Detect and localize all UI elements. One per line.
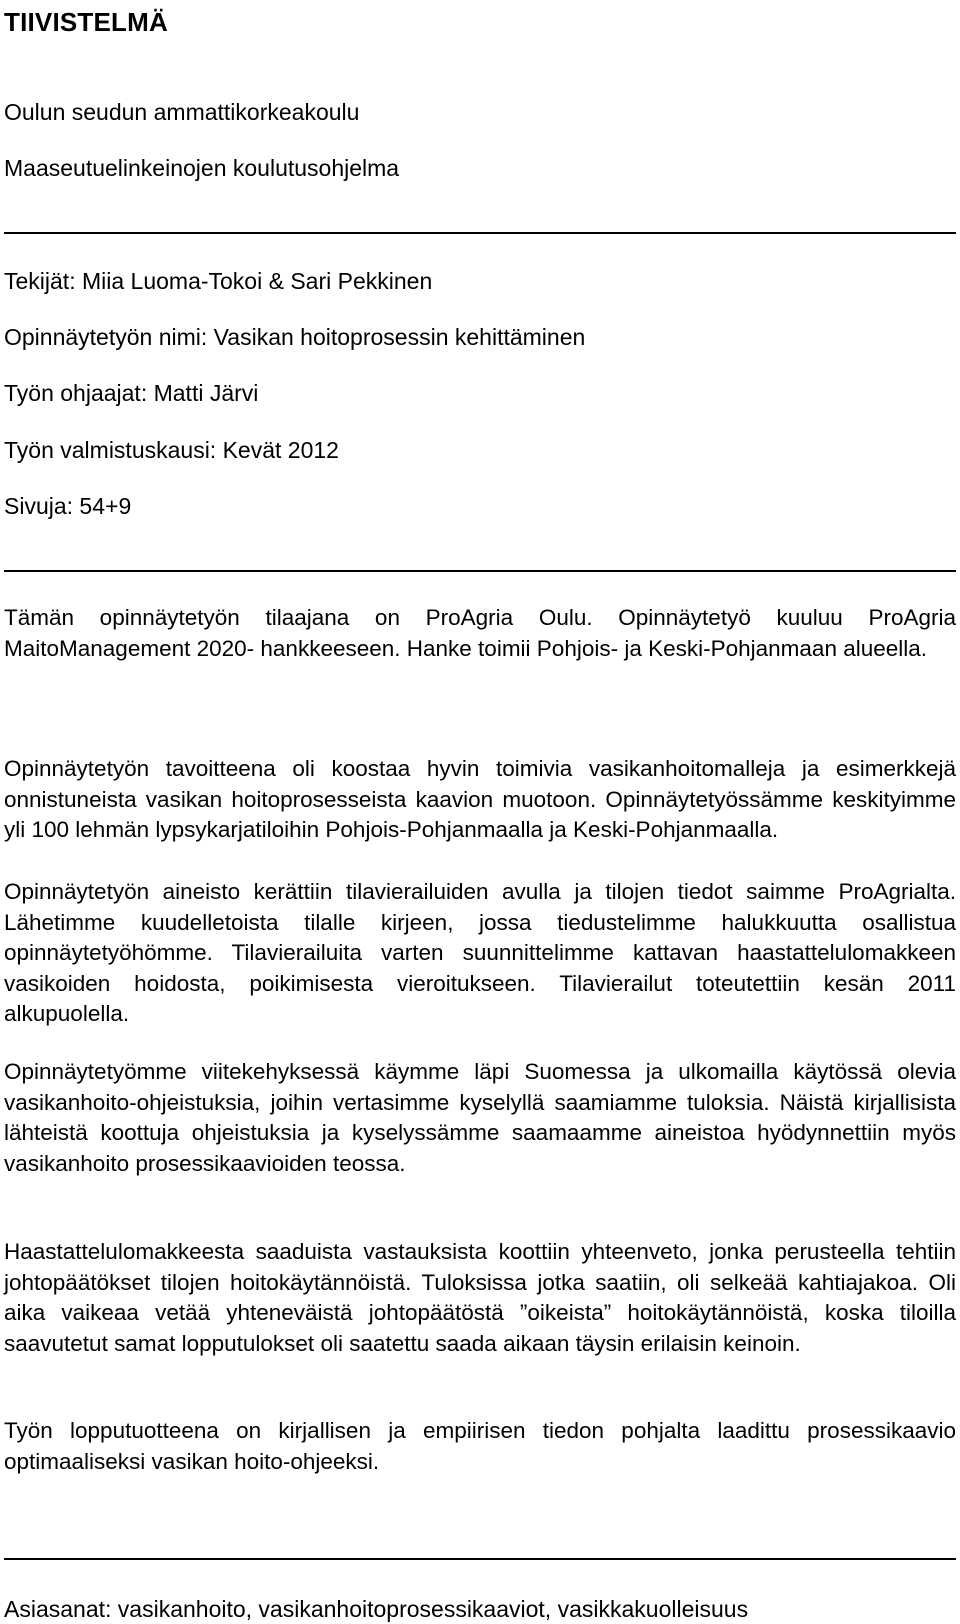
abstract-paragraph: Opinnäytetyön tavoitteena oli koostaa hyvin toimivia vasikanhoitomalleja ja esimerkkejä onnistuneista vasikan hoitoprosesseista kaavion muotoon. Opinnäytetyössämme keskityimme yli 100 lehmän lypsykarjatiloihin Pohjois-Pohjanmaalla ja Keski-Pohjanmaalla.: [4, 756, 956, 843]
thesis-title-line: Opinnäytetyön nimi: Vasikan hoitoprosessin kehittäminen: [4, 324, 586, 350]
completion-period-line: Työn valmistuskausi: Kevät 2012: [4, 437, 339, 463]
divider-top: [4, 232, 956, 234]
institution-name: Oulun seudun ammattikorkeakoulu: [4, 99, 360, 125]
abstract-paragraph: Tämän opinnäytetyön tilaajana on ProAgria Oulu. Opinnäytetyö kuuluu ProAgria MaitoManagement 2020- hankkeeseen. Hanke toimii Pohjois- ja Keski-Pohjanmaan alueella.: [4, 605, 956, 661]
degree-programme: Maaseutuelinkeinojen koulutusohjelma: [4, 155, 400, 181]
abstract-paragraph: Opinnäytetyön aineisto kerättiin tilavierailuiden avulla ja tilojen tiedot saimme ProAgrialta. Lähetimme kuudelletoista tilalle kirjeen, jossa tiedustelimme halukkuutta osallistua opinnäytetyöhömme. Tilavierailuita varten suunnittelimme kattavan haastattelulomakkeen vasikoiden hoidosta, poikimisesta vieroitukseen. Tilavierailut toteutettiin kesän 2011 alkupuolella.: [4, 879, 956, 1027]
divider-middle: [4, 570, 956, 572]
divider-bottom: [4, 1558, 956, 1560]
authors-line: Tekijät: Miia Luoma-Tokoi & Sari Pekkinen: [4, 268, 433, 294]
abstract-paragraph: Opinnäytetyömme viitekehyksessä käymme läpi Suomessa ja ulkomailla käytössä olevia vasikanhoito-ohjeistuksia, joihin vertasimme kyselyllä saamiamme tuloksia. Näistä kirjallisista lähteistä koottuja ohjeistuksia ja kyselyssämme saamaamme aineistoa hyödynnettiin myös vasikanhoito prosessikaavioiden teossa.: [4, 1059, 956, 1176]
keywords-line: Asiasanat: vasikanhoito, vasikanhoitoprosessikaaviot, vasikkakuolleisuus: [4, 1596, 749, 1622]
page-count-line: Sivuja: 54+9: [4, 493, 132, 519]
abstract-paragraph: Työn lopputuotteena on kirjallisen ja empiirisen tiedon pohjalta laadittu prosessikaavio optimaaliseksi vasikan hoito-ohjeeksi.: [4, 1418, 956, 1474]
page-title: TIIVISTELMÄ: [4, 7, 168, 37]
abstract-paragraph: Haastattelulomakkeesta saaduista vastauksista koottiin yhteenveto, jonka perusteella tehtiin johtopäätökset tilojen hoitokäytännöistä. Tuloksissa jotka saatiin, oli selkeää kahtiajakoa. Oli aika vaikeaa vetää yhteneväistä johtopäätöstä ”oikeista” hoitokäytännöistä, koska tiloilla saavutetut samat lopputulokset oli saatettu saada aikaan täysin erilaisin keinoin.: [4, 1239, 956, 1356]
supervisors-line: Työn ohjaajat: Matti Järvi: [4, 380, 259, 406]
